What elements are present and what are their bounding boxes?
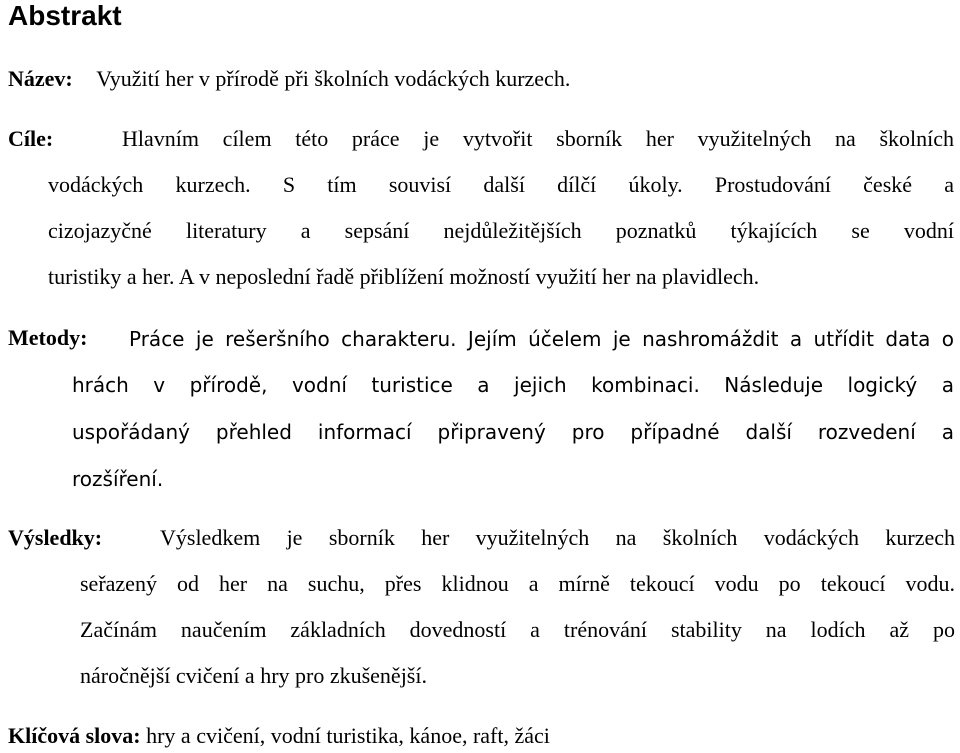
vysledky-label: Výsledky:	[8, 525, 103, 550]
cile-label: Cíle:	[8, 126, 54, 151]
metody-label: Metody:	[8, 325, 88, 350]
metody-line-1: Práce je rešeršního charakteru. Jejím účelem je nashromáždit a utřídit data o	[129, 327, 954, 351]
nazev-row	[8, 64, 570, 94]
vysledky-line-4: náročnější cvičení a hry pro zkušenější.	[80, 663, 427, 688]
nazev-text: Využití her v přírodě při školních vodáckých kurzech.	[96, 66, 571, 91]
klicova-slova-row	[8, 721, 550, 751]
cile-line-1: Hlavním cílem této práce je vytvořit sborník her využitelných na školních	[122, 126, 954, 151]
cile-line-2: vodáckých kurzech. S tím souvisí další dílčí úkoly. Prostudování české a	[48, 172, 954, 197]
metody-line-2: hrách v přírodě, vodní turistice a jejich kombinaci. Následuje logický a	[72, 373, 954, 397]
vysledky-line-1: Výsledkem je sborník her využitelných na školních vodáckých kurzech	[160, 525, 955, 550]
nazev-label: Název:	[8, 66, 73, 91]
cile-line-3: cizojazyčné literatury a sepsání nejdůležitějších poznatků týkajících se vodní	[48, 218, 954, 243]
page-title: Abstrakt	[8, 0, 122, 31]
metody-line-4: rozšíření.	[72, 467, 164, 491]
vysledky-line-2: seřazený od her na suchu, přes klidnou a mírně tekoucí vodu po tekoucí vodu.	[80, 571, 955, 596]
cile-line-4: turistiky a her. A v neposlední řadě přiblížení možností využití her na plavidlech.	[48, 264, 760, 289]
vysledky-line-3: Začínám naučením základních dovedností a trénování stability na lodích až po	[80, 617, 955, 642]
klicova-slova-label: Klíčová slova:	[8, 723, 141, 748]
klicova-slova-text: hry a cvičení, vodní turistika, kánoe, raft, žáci	[146, 723, 550, 748]
metody-line-3: uspořádaný přehled informací připravený pro případné další rozvedení a	[72, 420, 954, 444]
